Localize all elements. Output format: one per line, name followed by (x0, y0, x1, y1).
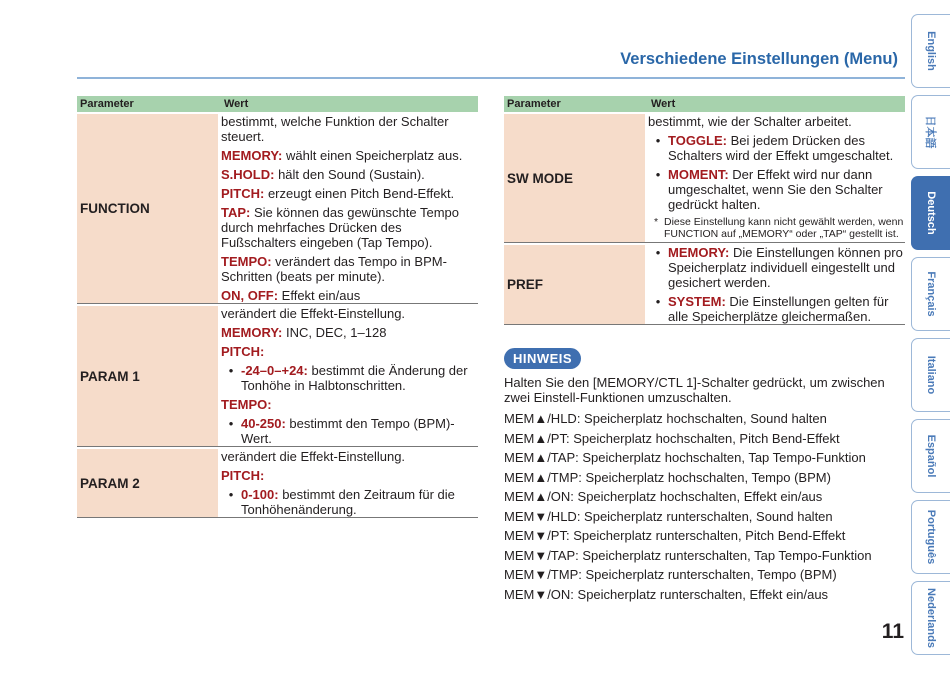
column-header-value: Wert (224, 98, 249, 110)
tab-nederlands[interactable] (911, 581, 950, 655)
bullet-text (241, 487, 478, 517)
bullet-desc: bestimmt den Tempo (BPM)-Wert. (241, 416, 455, 446)
bullet-item (221, 416, 478, 446)
bullet-key: 0-100: (241, 487, 279, 502)
option-text: erzeugt einen Pitch Bend-Effekt. (264, 186, 455, 201)
hint-badge: HINWEIS (504, 348, 581, 369)
tab-label: Português (925, 509, 937, 565)
bullet-text (668, 133, 905, 163)
footnote-marker: * (653, 216, 659, 228)
bullet-desc: Der Effekt wird nur dann umgeschaltet, wenn Sie den Schalter gedrückt halten. (668, 167, 883, 212)
param-name: FUNCTION (77, 114, 218, 303)
option-key: TEMPO: (221, 397, 272, 412)
option-line (221, 325, 478, 340)
tab-italiano[interactable] (911, 338, 950, 412)
tab-label: Deutsch (925, 191, 937, 235)
tab-label: Italiano (925, 355, 937, 395)
table-header (77, 96, 478, 112)
bullet-dot: • (655, 294, 661, 309)
tab-label: Español (925, 434, 937, 478)
option-key: TAP: (221, 205, 251, 220)
bullet-item (648, 245, 905, 290)
bullet-item (648, 133, 905, 163)
bullet-text (668, 294, 905, 324)
right-parameter-table (504, 96, 905, 325)
table-row-function (77, 114, 478, 304)
tab-francais[interactable] (911, 257, 950, 331)
table-header (504, 96, 905, 112)
bullet-key: MEMORY: (668, 245, 730, 260)
list-item: MEM▼/TAP: Speicherplatz runterschalten, Tap Tempo-Funktion (504, 547, 872, 563)
option-key: TEMPO: (221, 254, 272, 269)
tab-label: English (925, 31, 937, 71)
option-line (221, 288, 478, 303)
list-item: MEM▲/HLD: Speicherplatz hochschalten, Sound halten (504, 411, 827, 426)
list-item: MEM▲/TMP: Speicherplatz hochschalten, Tempo (BPM) (504, 469, 831, 485)
param-value (645, 114, 905, 242)
option-line (221, 167, 478, 182)
param-value (218, 449, 478, 517)
bullet-dot: • (655, 167, 661, 182)
bullet-text (241, 416, 478, 446)
bullet-key: SYSTEM: (668, 294, 726, 309)
page-number: 11 (881, 620, 904, 643)
bullet-item (648, 294, 905, 324)
list-item: MEM▼/PT: Speicherplatz runterschalten, Pitch Bend-Effekt (504, 528, 846, 543)
column-header-value: Wert (651, 98, 676, 110)
column-header-parameter: Parameter (80, 98, 134, 110)
hint-list (504, 409, 905, 604)
list-item: MEM▲/ON: Speicherplatz hochschalten, Effekt ein/aus (504, 489, 823, 504)
tab-english[interactable] (911, 14, 950, 88)
page-title: Verschiedene Einstellungen (Menu) (620, 50, 898, 68)
bullet-key: TOGGLE: (668, 133, 727, 148)
bullet-key: MOMENT: (668, 167, 729, 182)
param-value (218, 306, 478, 446)
option-key: MEMORY: (221, 148, 283, 163)
tab-portugues[interactable] (911, 500, 950, 574)
bullet-dot: • (655, 245, 661, 260)
option-key: PITCH: (221, 468, 265, 483)
list-item: MEM▼/ON: Speicherplatz runterschalten, Effekt ein/aus (504, 586, 829, 602)
language-tabs (911, 14, 950, 662)
bullet-key: 40-250: (241, 416, 286, 431)
bullet-key: -24–0–+24: (241, 363, 308, 378)
tab-deutsch[interactable] (911, 176, 950, 250)
table-row-param2 (77, 449, 478, 518)
option-line (221, 205, 478, 250)
option-key: PITCH: (221, 344, 265, 359)
param-name: SW MODE (504, 114, 645, 242)
bullet-dot: • (228, 416, 234, 431)
bullet-item (648, 167, 905, 212)
param-value (218, 114, 478, 303)
bullet-desc: Die Einstellungen gelten für alle Speicherplätze gleichermaßen. (668, 294, 889, 324)
bullet-dot: • (228, 363, 234, 378)
table-row-pref (504, 245, 905, 325)
tab-espanol[interactable] (911, 419, 950, 493)
option-text: wählt einen Speicherplatz aus. (282, 148, 463, 163)
bullet-desc: bestimmt den Zeitraum für die Tonhöhenänderung. (241, 487, 455, 517)
tab-label: 日本語 (924, 115, 936, 149)
column-header-parameter: Parameter (507, 98, 561, 110)
option-text: INC, DEC, 1–128 (282, 325, 387, 340)
list-item: MEM▼/HLD: Speicherplatz runterschalten, Sound halten (504, 508, 833, 524)
list-item: MEM▲/PT: Speicherplatz hochschalten, Pitch Bend-Effekt (504, 430, 840, 446)
option-key: PITCH: (221, 186, 265, 201)
bullet-text (668, 167, 905, 212)
option-line (221, 148, 478, 163)
description: verändert die Effekt-Einstellung. (221, 306, 406, 321)
param-name: PREF (504, 245, 645, 324)
bullet-item (221, 487, 478, 517)
table-row-param1 (77, 306, 478, 447)
bullet-dot: • (228, 487, 234, 502)
bullet-text (241, 363, 478, 393)
bullet-desc: Die Einstellungen können pro Speicherplatz individuell eingestellt und gesichert werden. (668, 245, 903, 290)
tab-label: Nederlands (925, 588, 937, 648)
option-text: verändert das Tempo in BPM-Schritten (beats per minute). (221, 254, 447, 284)
bullet-text (668, 245, 905, 290)
bullet-desc: Bei jedem Drücken des Schalters wird der Effekt umgeschaltet. (668, 133, 894, 163)
option-text: hält den Sound (Sustain). (274, 167, 425, 182)
option-key: S.HOLD: (221, 167, 275, 182)
description: verändert die Effekt-Einstellung. (221, 449, 406, 464)
tab-japanese[interactable] (911, 95, 950, 169)
left-parameter-table (77, 96, 478, 518)
description: bestimmt, wie der Schalter arbeitet. (648, 114, 852, 129)
option-key: MEMORY: (221, 325, 283, 340)
hint-description: Halten Sie den [MEMORY/CTL 1]-Schalter gedrückt, um zwischen zwei Einstell-Funktionen umzuschalten. (504, 375, 885, 405)
footnote (648, 216, 905, 240)
param-value (645, 245, 905, 324)
bullet-desc: bestimmt die Änderung der Tonhöhe in Halbtonschritten. (241, 363, 468, 393)
param-name: PARAM 1 (77, 306, 218, 446)
list-item: MEM▲/TAP: Speicherplatz hochschalten, Tap Tempo-Funktion (504, 450, 866, 465)
title-divider (77, 77, 905, 79)
bullet-dot: • (655, 133, 661, 148)
option-key: ON, OFF: (221, 288, 279, 303)
tab-label: Français (925, 271, 937, 317)
bullet-item (221, 363, 478, 393)
option-text: Effekt ein/aus (278, 288, 361, 303)
option-text: Sie können das gewünschte Tempo durch mehrfaches Drücken des Fußschalters eingeben (Tap Tempo). (221, 205, 459, 250)
list-item: MEM▼/TMP: Speicherplatz runterschalten, Tempo (BPM) (504, 567, 837, 582)
footnote-text: Diese Einstellung kann nicht gewählt werden, wenn FUNCTION auf „MEMORY“ oder „TAP“ gestellt ist. (664, 216, 904, 240)
option-line (221, 254, 478, 284)
table-row-swmode (504, 114, 905, 243)
param-name: PARAM 2 (77, 449, 218, 517)
option-line (221, 186, 478, 201)
description: bestimmt, welche Funktion der Schalter steuert. (221, 114, 449, 144)
